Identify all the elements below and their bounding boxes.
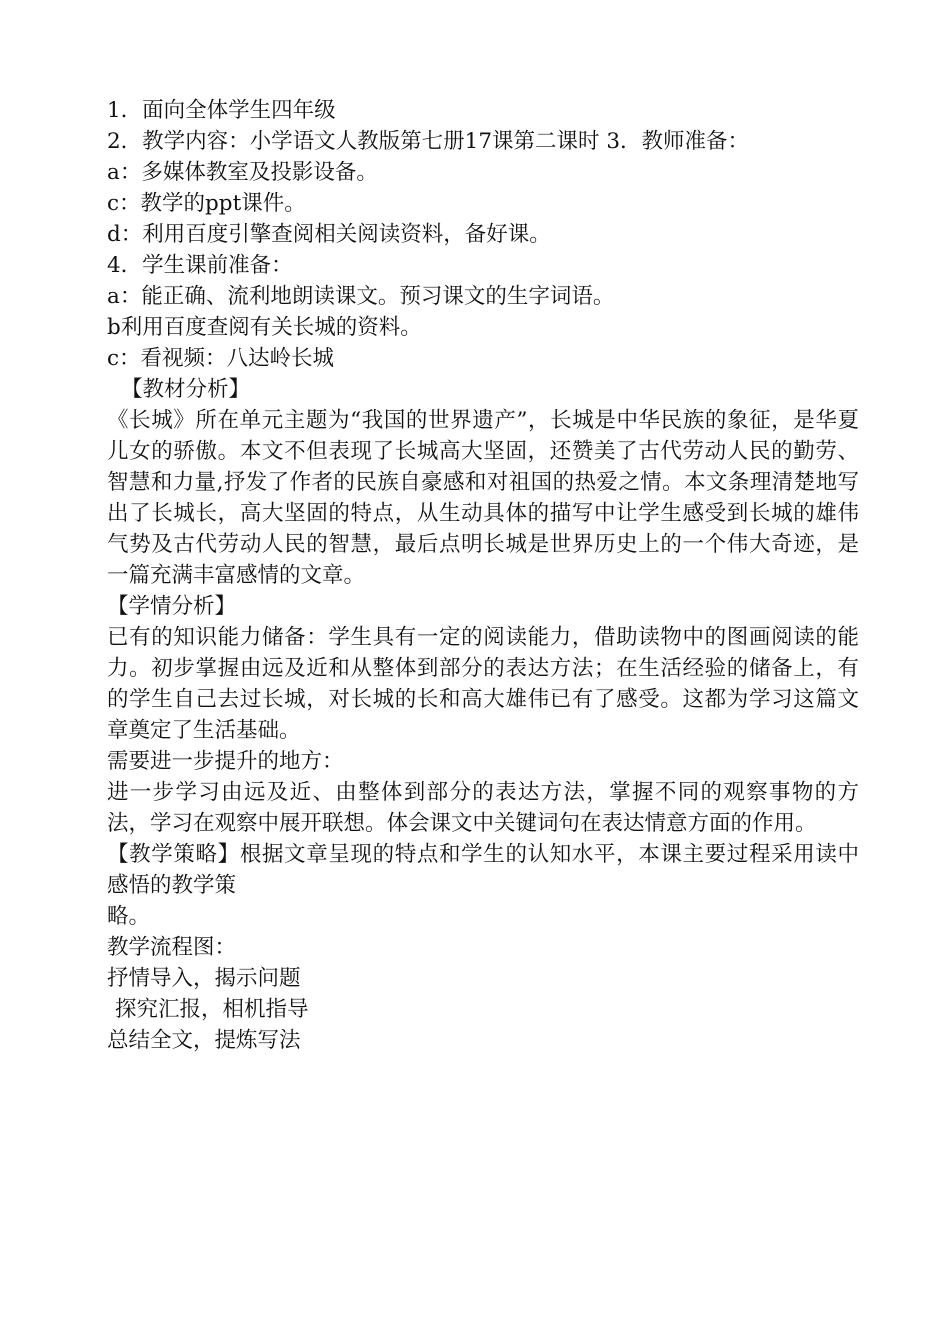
student-analysis-existing: 已有的知识能力储备：学生具有一定的阅读能力，借助读物中的图画阅读的能力。初步掌握由远及近和从整体到部分的表达方法；在生活经验的储备上，有的学生自己去过长城，对长城的长和高大雄伟已有了感受。这都为学习这篇文章奠定了生活基础。 xyxy=(107,625,859,743)
student-prep-a: a：能正确、流利地朗读课文。预习课文的生字词语。 xyxy=(107,284,615,309)
teacher-prep-c: c：教学的ppt课件。 xyxy=(107,191,306,216)
flow-chart-label: 教学流程图： xyxy=(107,935,237,960)
teacher-prep-a: a：多媒体教室及投影设备。 xyxy=(107,160,378,185)
material-analysis-heading: 【教材分析】 xyxy=(121,377,251,402)
flow-step-2: 探究汇报，相机指导 xyxy=(115,997,309,1022)
improve-body: 进一步学习由远及近、由整体到部分的表达方法，掌握不同的观察事物的方法，学习在观察中展开联想。体会课文中关键词句在表达情意方面的作用。 xyxy=(107,780,859,836)
student-prep-c: c：看视频：八达岭长城 xyxy=(107,346,335,371)
prep-item-2: 2．教学内容：小学语文人教版第七册17课第二课时 3．教师准备： xyxy=(107,129,750,154)
teacher-prep-d: d：利用百度引擎查阅相关阅读资料，备好课。 xyxy=(107,222,551,247)
prep-item-4: 4．学生课前准备： xyxy=(107,253,293,278)
prep-item-1: 1．面向全体学生四年级 xyxy=(107,98,336,123)
flow-step-3: 总结全文，提炼写法 xyxy=(107,1028,301,1053)
material-analysis-body: 《长城》所在单元主题为“我国的世界遗产”，长城是中华民族的象征，是华夏儿女的骄傲。本文不但表现了长城高大坚固，还赞美了古代劳动人民的勤劳、智慧和力量,抒发了作者的民族自豪感和对祖国的热爱之情。本文条理清楚地写出了长城长，高大坚固的特点，从生动具体的描写中让学生感受到长城的雄伟气势及古代劳动人民的智慧，最后点明长城是世界历史上的一个伟大奇迹，是一篇充满丰富感情的文章。 xyxy=(107,408,859,588)
improve-label: 需要进一步提升的地方： xyxy=(107,749,344,774)
student-analysis-heading: 【学情分析】 xyxy=(107,594,237,619)
flow-step-1: 抒情导入，揭示问题 xyxy=(107,966,301,991)
student-prep-b: b利用百度查阅有关长城的资料。 xyxy=(107,315,422,340)
teaching-strategy-tail: 略。 xyxy=(107,904,151,929)
lesson-plan-page xyxy=(107,95,859,1056)
teaching-strategy: 【教学策略】根据文章呈现的特点和学生的认知水平，本课主要过程采用读中感悟的教学策 xyxy=(107,842,859,898)
